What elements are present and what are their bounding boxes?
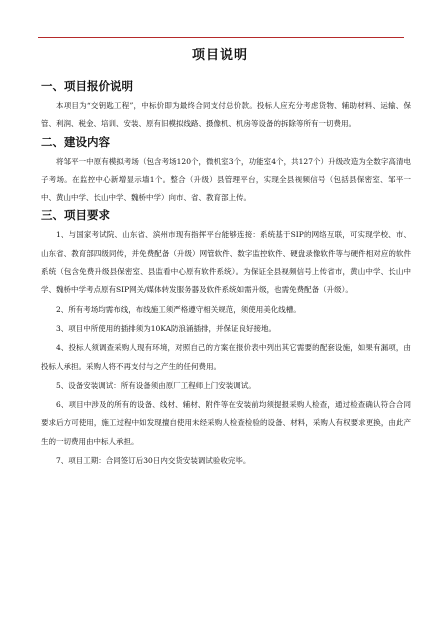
paragraph: 将邹平一中原有模拟考场（包含考场120个，微机室3个，功能室4个，共127个）升级改造为全数字高清电子考场。在监控中心新增显示墙1个。整合（升级）县管理平台，实现全县视频信号（包括县保密室、邹平一中、黄山中学、长山中学、魏桥中学）向市、省、教育部上传。 [41,156,411,203]
section-heading: 一、项目报价说明 [41,79,133,93]
document-body [41,78,411,470]
requirement-item-2: 2、所有考场均需布线，布线施工须严格遵守相关规范，须使用美化线槽。 [56,304,301,314]
page-title: 项目说明 [191,48,248,63]
requirement-item-5: 5、设备安装调试：所有设备须由原厂工程师上门安装调试。 [56,380,256,390]
requirement-item-3: 3、项目中所使用的插排须为10KA防浪涌插排，并保证良好接地。 [56,323,277,333]
section-requirements [41,207,411,470]
section-heading: 二、建设内容 [41,134,110,149]
requirement-item-6: 6、项目中涉及的所有的设备、线材、辅材、附件等在安装前均须提报采购人检查，通过检查确认符合合同要求后方可使用，施工过程中如发现擅自使用未经采购人检查检验的设备、材料，采购人有权要求更换，由此产生的一切费用由中标人承担。 [41,400,411,446]
section-heading: 三、项目要求 [41,208,110,223]
header-rule [38,37,404,38]
requirement-item-7: 7、项目工期：合同签订后30日内交货安装调试验收完毕。 [56,456,251,466]
paragraph: 本项目为“交钥匙工程”，中标价即为最终合同支付总价款。投标人应充分考虑货物、辅助材料、运输、保管、利润、税金、培训、安装、原有旧模拟线路、摄像机、机房等设备的拆除等所有一切费用。 [41,101,411,129]
section-pricing [41,78,411,134]
section-construction [41,134,411,208]
requirement-item-4: 4、投标人须调查采购人现有环境，对照自己的方案在报价表中列出其它需要的配套设施，如果有漏项，由投标人承担。采购人将不再支付与之产生的任何费用。 [41,343,411,371]
requirement-item-1: 1、与国家考试院、山东省、滨州市现有指挥平台能够连接：系统基于SIP的网络互联，可实现学校、市、山东省、教育部四级同传，并免费配备（升级）网管软件、数字监控软件、硬盘录像软件等与硬件相对应的软件系统（包含免费升级县保密室、县监看中心原有软件系统）。为保证全县视频信号上传省市，黄山中学、长山中学、魏桥中学考点原有SIP网关/媒体转发服务器及软件系统如需升级，也需免费配备（升级）。 [41,230,411,295]
